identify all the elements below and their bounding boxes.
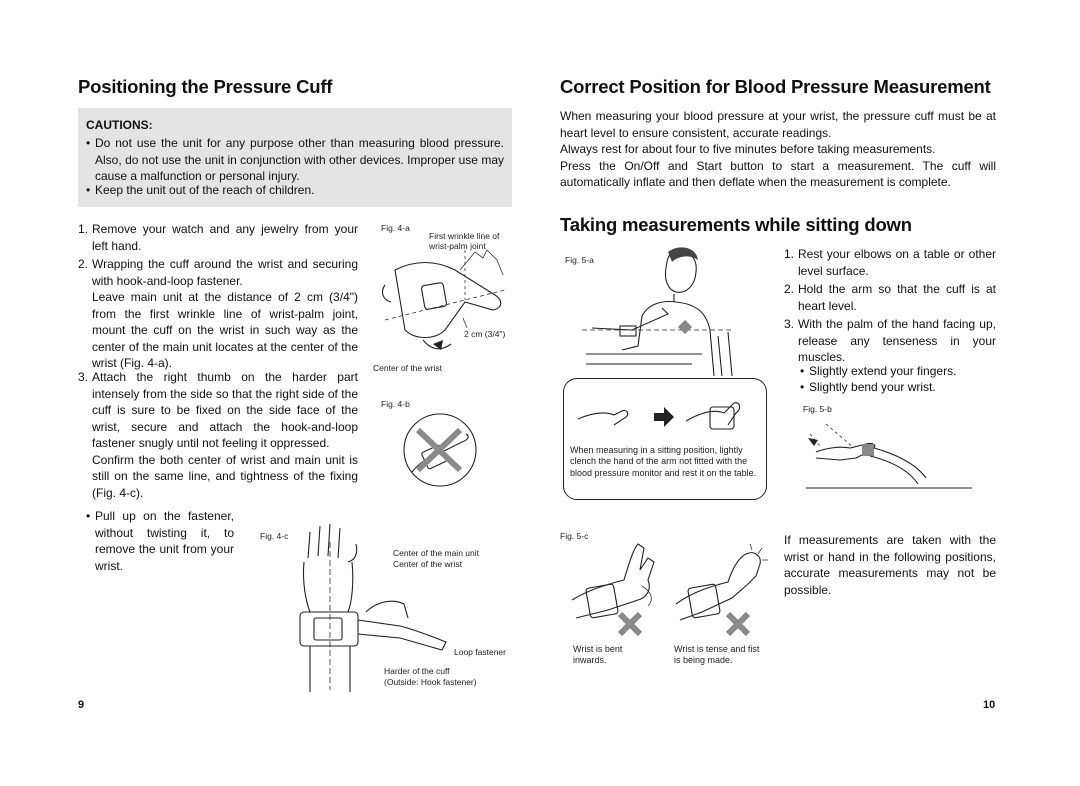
left-page-title: Positioning the Pressure Cuff bbox=[78, 76, 333, 97]
fig-5b-label: Fig. 5-b bbox=[803, 404, 832, 414]
fig-5a-callout bbox=[563, 378, 767, 500]
fig-4c-loop-label: Loop fastener bbox=[454, 647, 506, 657]
right-page-title: Correct Position for Blood Pressure Measurement bbox=[560, 76, 991, 97]
fig-4a-wrinkle-label: First wrinkle line of wrist-palm joint bbox=[429, 231, 500, 251]
caution-item: • Keep the unit out of the reach of children. bbox=[86, 183, 315, 197]
fig-4c-center-unit-label: Center of the main unit bbox=[393, 548, 479, 558]
fig-5c-label: Fig. 5-c bbox=[560, 531, 589, 541]
intro-line: Always rest for about four to five minutes before taking measurements. bbox=[560, 142, 936, 156]
fig-5c-bent-illustration bbox=[568, 540, 668, 640]
fig-5a-illustration bbox=[582, 246, 742, 376]
fig-4a-label: Fig. 4-a bbox=[381, 223, 410, 233]
fig-5c-tense-illustration bbox=[672, 540, 772, 640]
bullet: • bbox=[800, 364, 805, 378]
right-step-1: 1. Rest your elbows on a table or other level surface. bbox=[784, 247, 996, 278]
cautions-title: CAUTIONS: bbox=[86, 118, 153, 132]
bullet: • bbox=[86, 509, 91, 523]
right-page-number: 10 bbox=[983, 699, 996, 711]
pull-up-note: • Pull up on the fastener, without twisting it, to remove the unit from your wrist. bbox=[86, 509, 234, 573]
left-step-3: 3. Attach the right thumb on the harder part intensely from the side so that the right side of the cuff is sure to be fixed on the side face of the wrist, secure and attach the hook-and-loop fastener snugly until not feeling it oppressed. Confirm the both center of wrist and main unit is still on the same line, and tightness of the fixing (Fig. 4-c). bbox=[78, 370, 358, 500]
fig-5a-callout-illustration bbox=[578, 391, 758, 439]
cautions-box bbox=[78, 108, 512, 207]
fig-4a-distance-label: 2 cm (3/4") bbox=[464, 329, 506, 339]
left-step-2: 2. Wrapping the cuff around the wrist and securing with hook-and-loop fastener. Leave main unit at the distance of 2 cm (3/4") from the first wrinkle line of wrist-palm joint, mount the cuff on the wrist in such way as the center of the main unit locates at the center of the wrist (Fig. 4-a). bbox=[78, 257, 358, 370]
fig-5c-bent-label: Wrist is bent inwards. bbox=[573, 644, 623, 666]
intro-line: Press the On/Off and Start button to start a measurement. The cuff will automatically inflate and then deflate when the measurement is complete. bbox=[560, 158, 996, 189]
fig-4b-label: Fig. 4-b bbox=[381, 399, 410, 409]
fig-4c-center-wrist-label: Center of the wrist bbox=[393, 559, 462, 569]
left-page-number: 9 bbox=[78, 699, 85, 711]
left-step-1: 1. Remove your watch and any jewelry from your left hand. bbox=[78, 222, 358, 253]
sub-bullet: • Slightly extend your fingers. bbox=[800, 364, 957, 378]
intro-line: When measuring your blood pressure at your wrist, the pressure cuff must be at heart level to ensure consistent, accurate readings. bbox=[560, 109, 996, 140]
fig-5a-label: Fig. 5-a bbox=[565, 255, 594, 265]
bullet: • bbox=[86, 183, 91, 197]
sitting-subtitle: Taking measurements while sitting down bbox=[560, 214, 912, 235]
fig-4b-illustration bbox=[400, 410, 480, 490]
right-step-3: 3. With the palm of the hand facing up, release any tenseness in your muscles. bbox=[784, 317, 996, 364]
bullet: • bbox=[800, 380, 805, 394]
sub-bullet: • Slightly bend your wrist. bbox=[800, 380, 936, 394]
fig-4a-illustration bbox=[375, 240, 515, 360]
intro-paragraph bbox=[560, 108, 996, 191]
fig-4c-outside-label: (Outside: Hook fastener) bbox=[384, 677, 477, 687]
fig-5c-tense-label: Wrist is tense and fist is being made. bbox=[674, 644, 760, 666]
incorrect-position-note: If measurements are taken with the wrist or hand in the following positions, accurate measurements may not be possible. bbox=[784, 533, 996, 597]
fig-4c-illustration bbox=[296, 522, 456, 692]
right-step-2: 2. Hold the arm so that the cuff is at heart level. bbox=[784, 282, 996, 313]
fig-4c-label: Fig. 4-c bbox=[260, 531, 289, 541]
bullet: • bbox=[86, 136, 91, 150]
fig-5b-illustration bbox=[806, 418, 974, 492]
fig-4c-harder-label: Harder of the cuff bbox=[384, 666, 450, 676]
caution-item: • Do not use the unit for any purpose other than measuring blood pressure. Also, do not use the unit in conjunction with other devices. Improper use may cause a malfunction or personal injury. bbox=[86, 136, 504, 183]
fig-5a-caption: When measuring in a sitting position, lightly clench the hand of the arm not fitted with the blood pressure monitor and rest it on the table. bbox=[570, 445, 757, 478]
fig-4a-center-label: Center of the wrist bbox=[373, 363, 442, 373]
